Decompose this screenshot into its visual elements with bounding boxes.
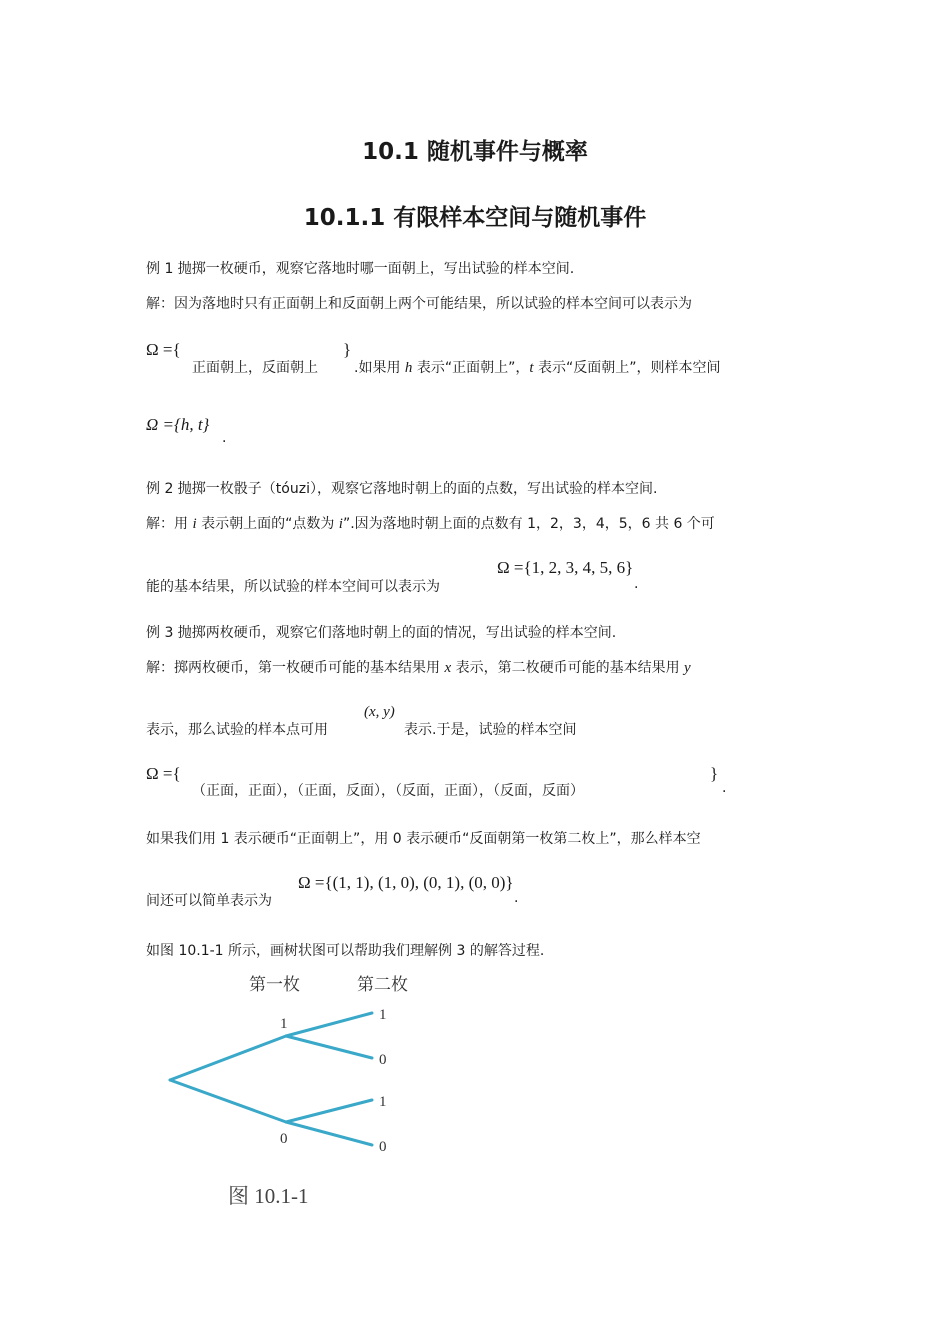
example3-omega-content: （正面，正面），（正面，反面），（反面，正面），（反面，反面）: [192, 783, 584, 799]
tree-diagram: [160, 970, 440, 1220]
example1-omega-open: Ω ={: [146, 340, 181, 359]
example2-solution-line2: 能的基本结果，所以试验的样本空间可以表示为: [146, 579, 440, 595]
example2-solution-c: ”.因为落地时朝上面的点数有 1，2，3，4，5，6 共 6 个可: [342, 516, 715, 532]
example1-omega-close: }: [343, 340, 352, 359]
example2-solution-b: 表示朝上面的“点数为: [196, 516, 339, 532]
tree-branches: [170, 1013, 372, 1145]
tree-header-second: 第二枚: [357, 975, 408, 994]
example3-omega-close: }: [710, 764, 719, 783]
example3-solution-line2b: 表示.于是，试验的样本空间: [404, 722, 577, 738]
subsection-title: 10.1.1 有限样本空间与随机事件: [303, 205, 647, 231]
leaf-4: 0: [379, 1139, 387, 1155]
branch-1-to-1: [286, 1013, 372, 1036]
example1-omega-ht-end: .: [222, 430, 227, 446]
example1-line2-a: .如果用: [354, 360, 405, 376]
example3-figure-intro: 如图 10.1-1 所示，画树状图可以帮助我们理解例 3 的解答过程.: [146, 943, 545, 959]
example3-solution-line1: [146, 657, 691, 677]
example1-omega-content: 正面朝上，反面朝上: [192, 360, 318, 376]
example3-solution-a: 解：掷两枚硬币，第一枚硬币可能的基本结果用: [146, 660, 445, 676]
example2-solution-line1: [146, 513, 715, 533]
example1-omega-ht: Ω ={h, t}: [146, 415, 210, 434]
x-variable: x: [444, 660, 452, 676]
example3-binary-line1: 如果我们用 1 表示硬币“正面朝上”，用 0 表示硬币“反面朝第一枚第二枚上”，那么样本空: [146, 831, 701, 847]
h-variable: h: [404, 360, 413, 376]
example3-omega-binary: Ω ={(1, 1), (1, 0), (0, 1), (0, 0)}: [298, 873, 514, 892]
example3-question: 例 3 抛掷两枚硬币，观察它们落地时朝上的面的情况，写出试验的样本空间.: [146, 625, 617, 641]
example1-solution-line1: 解：因为落地时只有正面朝上和反面朝上两个可能结果，所以试验的样本空间可以表示为: [146, 296, 692, 312]
example3-omega-binary-end: .: [514, 890, 519, 906]
figure-caption: 图 10.1-1: [228, 1184, 309, 1208]
example3-solution-line2a: 表示，那么试验的样本点可用: [146, 722, 328, 738]
leaf-2: 0: [379, 1052, 387, 1068]
example2-omega-dice-end: .: [634, 576, 639, 592]
tree-header-first: 第一枚: [249, 975, 300, 994]
leaf-1: 1: [379, 1007, 387, 1023]
example3-omega-open: Ω ={: [146, 764, 181, 783]
example1-line2: [354, 357, 721, 377]
example3-xy-pair: (x, y): [364, 704, 395, 720]
i-variable-2: i: [338, 516, 343, 532]
example2-omega-dice: Ω ={1, 2, 3, 4, 5, 6}: [497, 558, 634, 577]
leaf-3: 1: [379, 1094, 387, 1110]
node-first-0: 0: [280, 1131, 288, 1147]
y-variable: y: [684, 660, 691, 676]
node-first-1: 1: [280, 1016, 288, 1032]
example1-question: 例 1 抛掷一枚硬币，观察它落地时哪一面朝上，写出试验的样本空间.: [146, 261, 575, 277]
example3-binary-line2: 间还可以简单表示为: [146, 893, 272, 909]
i-variable: i: [192, 516, 197, 532]
example1-line2-c: 表示“反面朝上”，则样本空间: [533, 360, 721, 376]
example1-line2-b: 表示“正面朝上”，: [412, 360, 530, 376]
example2-solution-a: 解：用: [146, 516, 193, 532]
example3-omega-end: .: [722, 780, 727, 796]
branch-0-to-0: [286, 1122, 372, 1145]
branch-root-to-0: [170, 1080, 286, 1122]
section-title: 10.1 随机事件与概率: [362, 139, 588, 165]
branch-root-to-1: [170, 1036, 286, 1080]
example3-solution-b: 表示，第二枚硬币可能的基本结果用: [451, 660, 685, 676]
t-variable: t: [529, 360, 534, 376]
branch-0-to-1: [286, 1100, 372, 1122]
example2-question: 例 2 抛掷一枚骰子（tóuzi），观察它落地时朝上的面的点数，写出试验的样本空间.: [146, 481, 658, 497]
branch-1-to-0: [286, 1036, 372, 1058]
